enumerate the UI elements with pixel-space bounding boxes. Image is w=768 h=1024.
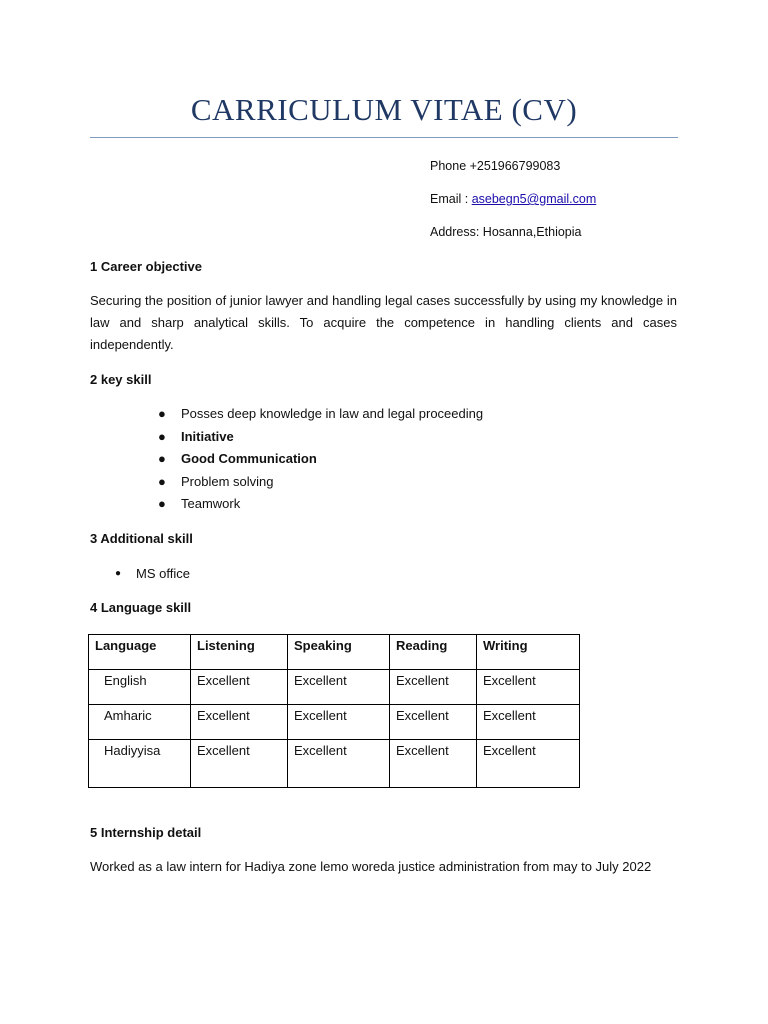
table-header-row (89, 635, 580, 670)
bullet-icon: ● (115, 568, 122, 579)
bullet-icon: ● (158, 451, 166, 466)
bullet-icon: ● (158, 428, 166, 444)
list-item: ● Initiative (90, 426, 483, 449)
column-header: Listening (191, 635, 288, 670)
table-cell: Excellent (191, 740, 288, 788)
title-divider (90, 137, 678, 138)
bullet-icon: ● (158, 496, 166, 511)
table-row (89, 705, 580, 740)
list-item: ● Good Communication (90, 448, 483, 471)
additional-skill-heading: 3 Additional skill (90, 531, 193, 546)
internship-text: Worked as a law intern for Hadiya zone lemo woreda justice administration from may to July 2022 (90, 859, 652, 874)
table-cell: Excellent (390, 670, 477, 705)
table-cell: Excellent (191, 705, 288, 740)
bullet-icon: ● (158, 473, 166, 489)
career-objective-text: Securing the position of junior lawyer and handling legal cases successfully by using my knowledge in law and sharp analytical skills. To acquire the competence in handling clients and cases independently. (90, 293, 677, 352)
additional-skill-list (90, 563, 190, 586)
language-skill-heading: 4 Language skill (90, 600, 192, 615)
contact-email (430, 192, 596, 206)
table-cell: Hadiyyisa (89, 740, 191, 788)
table-row (89, 670, 580, 705)
bullet-icon: ● (158, 406, 166, 421)
list-item: ● MS office (90, 563, 190, 586)
table-cell: Excellent (288, 705, 390, 740)
table-cell: Excellent (477, 740, 580, 788)
document-title: CARRICULUM VITAE (CV) (190, 92, 578, 127)
table-cell: Excellent (288, 740, 390, 788)
list-item: ● Teamwork (90, 493, 483, 516)
email-link[interactable]: asebegn5@gmail.com (471, 192, 597, 206)
table-cell: Excellent (191, 670, 288, 705)
table-row (89, 740, 580, 788)
list-item: ● Problem solving (90, 471, 483, 494)
career-objective-heading: 1 Career objective (90, 259, 203, 274)
language-skill-table (88, 634, 580, 788)
list-item: ● Posses deep knowledge in law and legal proceeding (90, 403, 483, 426)
table-cell: Excellent (390, 740, 477, 788)
column-header: Writing (477, 635, 580, 670)
table-cell: Amharic (89, 705, 191, 740)
table-cell: Excellent (477, 705, 580, 740)
key-skill-list (90, 403, 483, 516)
column-header: Speaking (288, 635, 390, 670)
column-header: Reading (390, 635, 477, 670)
internship-heading: 5 Internship detail (90, 825, 202, 840)
column-header: Language (89, 635, 191, 670)
table-cell: Excellent (288, 670, 390, 705)
contact-address: Address: Hosanna,Ethiopia (430, 225, 582, 239)
table-cell: Excellent (477, 670, 580, 705)
key-skill-heading: 2 key skill (90, 372, 152, 387)
contact-phone: Phone +251966799083 (430, 159, 561, 173)
table-cell: English (89, 670, 191, 705)
email-label: Email : (430, 192, 472, 206)
table-cell: Excellent (390, 705, 477, 740)
